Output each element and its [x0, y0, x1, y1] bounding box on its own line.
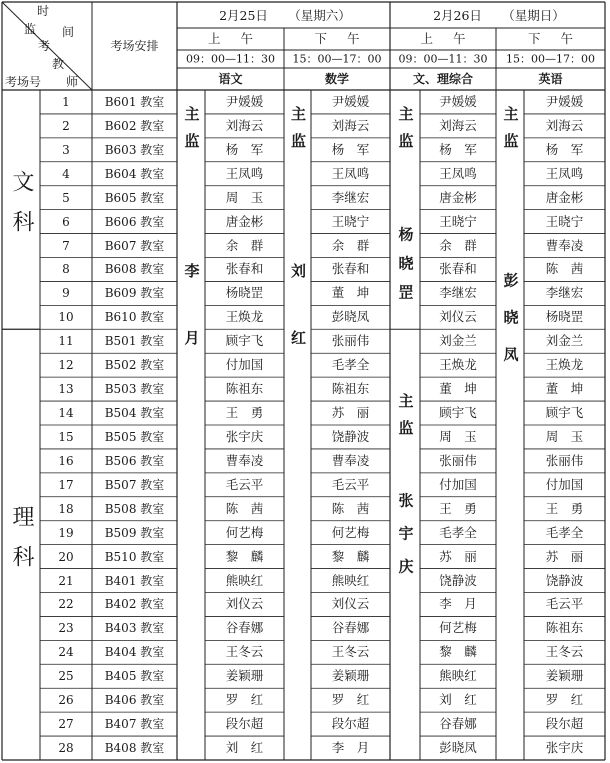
proctor-name: 付加国 [225, 356, 264, 372]
room-name: B407 教室 [104, 717, 165, 732]
room-name: B601 教室 [104, 94, 165, 109]
proctor-name: 余 群 [225, 237, 264, 253]
room-number: 25 [58, 669, 74, 684]
corner-time-char-2: 间 [61, 25, 75, 39]
proctor-name: 段尔超 [545, 715, 584, 731]
proctor-name: 张春和 [225, 261, 264, 277]
proctor-name: 刘海云 [225, 117, 264, 133]
proctor-name: 周 玉 [545, 428, 584, 444]
room-number: 9 [62, 286, 70, 301]
proctor-name: 苏 丽 [331, 404, 370, 420]
proctor-name: 王 勇 [439, 500, 477, 516]
proctor-name: 陈 茜 [331, 500, 370, 516]
proctor-name: 杨晓罡 [225, 285, 264, 301]
session-1-2-subject: 数学 [324, 72, 350, 86]
proctor-name: 王焕龙 [439, 356, 477, 372]
proctor-name: 顾宇飞 [439, 404, 477, 420]
proctor-name: 黎 麟 [225, 548, 264, 564]
proctor-name: 彭晓凤 [439, 739, 477, 755]
proctor-name: 何艺梅 [225, 524, 264, 540]
proctor-name: 余 群 [439, 237, 477, 253]
room-number: 13 [58, 382, 74, 397]
proctor-name: 饶静波 [331, 428, 370, 444]
proctor-name: 刘 红 [439, 691, 477, 707]
room-number: 10 [58, 310, 74, 325]
session-1-2-ampm: 下 午 [314, 30, 368, 46]
session-2-1-time: 09：00—11：30 [398, 52, 488, 66]
proctor-name: 何艺梅 [331, 524, 370, 540]
proctor-name: 李 月 [331, 739, 370, 755]
proctor-name: 毛云平 [331, 476, 370, 492]
room-name: B508 教室 [104, 501, 165, 516]
session-1-1-time: 09：00—11：30 [186, 52, 275, 66]
proctor-name: 陈祖东 [331, 380, 370, 396]
proctor-name: 王凤鸣 [545, 165, 584, 181]
room-number: 5 [62, 190, 70, 205]
proctor-name: 王凤鸣 [331, 165, 370, 181]
session-2-2-ampm: 下 午 [528, 30, 581, 46]
room-name: B603 教室 [104, 142, 165, 157]
room-number: 6 [62, 214, 70, 229]
session-1-1-ampm: 上 午 [208, 30, 261, 46]
room-name: B402 教室 [104, 597, 165, 612]
session-2-1-ampm: 上 午 [420, 30, 474, 46]
room-number: 21 [58, 573, 74, 588]
day-2-weekday: （星期日） [502, 7, 565, 23]
supervisor-label-s3b: 主监 [396, 393, 415, 447]
proctor-name: 陈祖东 [545, 620, 584, 636]
proctor-name: 刘 红 [225, 739, 264, 755]
proctor-name: 王 勇 [225, 404, 264, 420]
proctor-name: 王晓宁 [439, 213, 477, 229]
room-name: B401 教室 [104, 573, 165, 588]
proctor-name: 杨 军 [545, 141, 584, 157]
proctor-name: 黎 麟 [439, 644, 477, 660]
session-1-1-subject: 语文 [218, 72, 243, 86]
room-arrangement-header: 考场安排 [110, 39, 159, 53]
proctor-name: 毛云平 [545, 596, 584, 612]
proctor-name: 刘金兰 [545, 333, 584, 348]
room-name: B605 教室 [104, 190, 165, 205]
session-2-1-subject: 文、理综合 [412, 72, 474, 86]
proctor-name: 刘海云 [545, 117, 584, 133]
proctor-name: 谷春娜 [331, 620, 370, 636]
proctor-name: 张丽伟 [439, 452, 477, 468]
supervisor-name-s3b: 张宇庆 [396, 492, 415, 592]
proctor-name: 顾宇飞 [225, 333, 264, 348]
room-name: B404 教室 [104, 645, 165, 660]
room-name: B405 教室 [104, 669, 165, 684]
room-number: 19 [58, 525, 74, 540]
proctor-name: 刘海云 [439, 117, 477, 133]
room-name: B501 教室 [104, 334, 165, 349]
proctor-name: 杨晓罡 [545, 309, 584, 325]
proctor-name: 董 坤 [439, 380, 477, 396]
day-2-date: 2月26日 [433, 7, 482, 23]
proctor-name: 王 勇 [545, 500, 584, 516]
proctor-name: 尹媛媛 [439, 93, 477, 109]
room-name: B510 教室 [104, 549, 165, 564]
proctor-name: 唐金彬 [545, 189, 584, 205]
corner-time-char-1: 时 [36, 4, 50, 18]
proctor-name: 王冬云 [331, 644, 370, 660]
proctor-name: 付加国 [545, 476, 584, 492]
proctor-name: 杨 军 [225, 141, 264, 157]
proctor-name: 王凤鸣 [439, 165, 477, 181]
room-number: 27 [58, 717, 74, 732]
proctor-name: 李继宏 [331, 189, 370, 205]
room-name: B506 教室 [104, 453, 165, 468]
room-name: B609 教室 [104, 286, 165, 301]
proctor-name: 毛云平 [225, 476, 264, 492]
room-name: B403 教室 [104, 621, 165, 636]
proctor-name: 饶静波 [545, 572, 584, 588]
proctor-name: 李 月 [439, 596, 477, 612]
room-name: B502 教室 [104, 358, 165, 373]
room-number: 12 [58, 358, 74, 373]
proctor-name: 尹媛媛 [545, 93, 584, 109]
session-2-2-time: 15：00—17：00 [506, 52, 595, 66]
proctor-name: 罗 红 [225, 691, 264, 707]
proctor-name: 陈 茜 [225, 500, 264, 516]
proctor-name: 段尔超 [225, 715, 264, 731]
proctor-name: 董 坤 [331, 285, 370, 301]
room-name: B608 教室 [104, 262, 165, 277]
proctor-name: 姜颖珊 [225, 668, 264, 683]
proctor-name: 张丽伟 [331, 333, 370, 348]
room-number: 24 [58, 645, 74, 660]
supervisor-label-s2: 主监 [289, 106, 307, 160]
room-number: 17 [58, 477, 74, 492]
room-number: 16 [58, 453, 74, 468]
proctor-name: 黎 麟 [331, 548, 370, 564]
room-number: 28 [58, 741, 74, 756]
room-number: 26 [58, 693, 74, 708]
group-label-wenke: 文科 [9, 169, 34, 250]
proctor-name: 周 玉 [439, 428, 477, 444]
group-label-like: 理科 [9, 504, 34, 585]
proctor-name: 罗 红 [545, 691, 584, 707]
room-number: 20 [58, 549, 74, 564]
proctor-name: 唐金彬 [439, 189, 477, 205]
proctor-name: 李继宏 [439, 285, 477, 301]
proctor-name: 付加国 [439, 476, 477, 492]
proctor-name: 罗 红 [331, 691, 370, 707]
room-number: 15 [58, 429, 74, 444]
proctor-name: 周 玉 [225, 189, 264, 205]
proctor-name: 段尔超 [331, 715, 370, 731]
supervisor-name-s2: 刘红 [289, 263, 307, 397]
room-name: B610 教室 [104, 310, 165, 325]
room-number: 7 [62, 238, 70, 253]
proctor-name: 王冬云 [545, 644, 584, 660]
corner-room-no-label: 考场号 [4, 75, 42, 89]
room-name: B504 教室 [104, 406, 165, 421]
proctor-name: 尹媛媛 [331, 93, 370, 109]
proctor-name: 何艺梅 [439, 620, 477, 636]
proctor-name: 曹奉凌 [545, 237, 584, 253]
corner-proctor-char-4: 师 [65, 75, 79, 89]
proctor-name: 李继宏 [545, 285, 584, 301]
proctor-name: 余 群 [331, 237, 370, 253]
room-number: 22 [58, 597, 74, 612]
proctor-name: 王冬云 [225, 644, 264, 660]
room-number: 4 [62, 166, 70, 181]
room-name: B408 教室 [104, 741, 165, 756]
proctor-name: 张春和 [439, 261, 477, 277]
room-number: 8 [62, 262, 70, 277]
room-name: B602 教室 [104, 118, 165, 133]
room-name: B509 教室 [104, 525, 165, 540]
supervisor-label-s1: 主监 [182, 106, 201, 160]
proctor-name: 王晓宁 [545, 213, 584, 229]
proctor-name: 张宇庆 [545, 739, 584, 755]
proctor-name: 刘金兰 [439, 333, 477, 348]
room-number: 2 [62, 118, 70, 133]
proctor-name: 曹奉凌 [331, 452, 370, 468]
supervisor-name-s4: 彭晓凤 [501, 272, 520, 384]
proctor-name: 毛孝全 [439, 524, 477, 540]
proctor-name: 唐金彬 [225, 213, 264, 229]
room-name: B607 教室 [104, 238, 165, 253]
proctor-name: 饶静波 [439, 572, 477, 588]
proctor-name: 彭晓凤 [331, 309, 370, 325]
supervisor-label-s3a: 主监 [396, 106, 415, 160]
supervisor-name-s1: 李月 [182, 263, 201, 397]
proctor-name: 刘仪云 [225, 596, 264, 612]
proctor-name: 熊映红 [331, 572, 370, 588]
room-name: B505 教室 [104, 429, 165, 444]
proctor-name: 王晓宁 [331, 213, 370, 229]
proctor-name: 苏 丽 [545, 548, 584, 564]
proctor-name: 熊映红 [225, 572, 264, 588]
proctor-name: 苏 丽 [439, 548, 477, 564]
proctor-name: 顾宇飞 [545, 404, 584, 420]
proctor-name: 张宇庆 [225, 428, 264, 444]
proctor-name: 姜颖珊 [331, 668, 370, 683]
room-number: 23 [58, 621, 74, 636]
room-name: B507 教室 [104, 477, 165, 492]
proctor-name: 谷春娜 [439, 715, 477, 731]
proctor-name: 刘仪云 [439, 309, 477, 325]
proctor-name: 刘仪云 [331, 596, 370, 612]
session-2-2-subject: 英语 [538, 72, 563, 86]
proctor-name: 曹奉凌 [225, 452, 264, 468]
corner-proctor-char-3: 教 [51, 57, 65, 71]
proctor-name: 尹媛媛 [225, 93, 264, 109]
proctor-name: 张春和 [331, 261, 370, 277]
proctor-name: 杨 军 [331, 141, 370, 157]
proctor-name: 熊映红 [439, 668, 477, 683]
room-number: 1 [62, 94, 70, 109]
room-number: 3 [62, 142, 70, 157]
proctor-name: 毛孝全 [545, 524, 584, 540]
corner-proctor-char-2: 考 [37, 39, 51, 53]
proctor-name: 王焕龙 [545, 356, 584, 372]
session-1-2-time: 15：00—17：00 [292, 52, 382, 66]
room-number: 18 [58, 501, 74, 516]
proctor-name: 陈祖东 [225, 380, 264, 396]
room-name: B606 教室 [104, 214, 165, 229]
proctor-name: 谷春娜 [225, 620, 264, 636]
supervisor-label-s4: 主监 [501, 106, 520, 160]
proctor-name: 王凤鸣 [225, 165, 264, 181]
proctor-name: 刘海云 [331, 117, 370, 133]
supervisor-name-s3a: 杨晓罡 [396, 226, 415, 314]
room-number: 11 [58, 334, 74, 349]
day-1-weekday: （星期六） [288, 7, 351, 23]
room-name: B604 教室 [104, 166, 165, 181]
corner-proctor-char-1: 监 [23, 22, 37, 36]
day-1-date: 2月25日 [219, 7, 268, 23]
proctor-name: 姜颖珊 [545, 668, 584, 683]
proctor-name: 王焕龙 [225, 309, 264, 325]
proctor-name: 杨 军 [439, 141, 477, 157]
proctor-name: 毛孝全 [331, 356, 370, 372]
proctor-name: 陈 茜 [545, 261, 584, 277]
room-number: 14 [58, 406, 74, 421]
proctor-name: 张丽伟 [545, 452, 584, 468]
room-name: B406 教室 [104, 693, 165, 708]
room-name: B503 教室 [104, 382, 165, 397]
proctor-name: 董 坤 [545, 380, 584, 396]
